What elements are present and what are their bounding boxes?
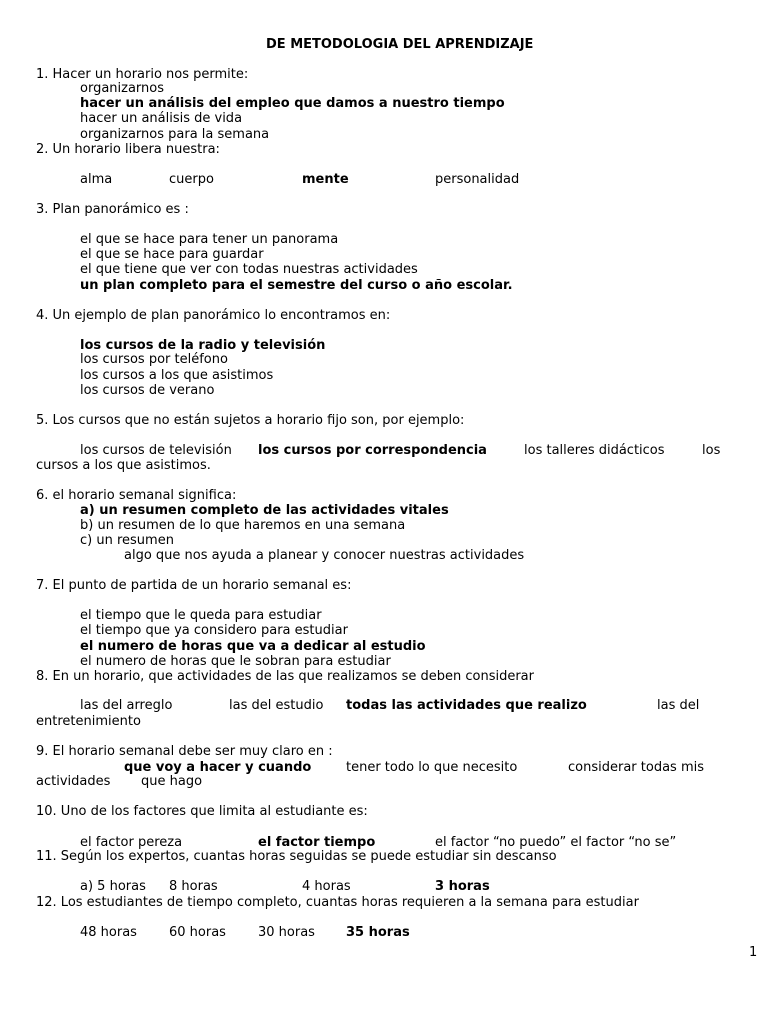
q6-option-a-answer: a) un resumen completo de las actividades vitales (80, 503, 449, 518)
q12-option-2: 60 horas (169, 925, 226, 940)
q2-option-3-answer: mente (302, 172, 349, 187)
q4-option-1-answer: los cursos de la radio y televisión (80, 338, 326, 353)
question-2: 2. Un horario libera nuestra: (36, 142, 220, 157)
question-1: 1. Hacer un horario nos permite: (36, 67, 249, 82)
q9-option-3: considerar todas mis (568, 760, 704, 775)
q6-option-b: b) un resumen de lo que haremos en una semana (80, 518, 406, 533)
q6-option-c-continued: algo que nos ayuda a planear y conocer nuestras actividades (124, 548, 525, 563)
q8-option-3-answer: todas las actividades que realizo (346, 698, 587, 713)
q10-option-2-answer: el factor tiempo (258, 835, 376, 850)
q7-option-4: el numero de horas que le sobran para estudiar (80, 654, 391, 669)
q9-option-2: tener todo lo que necesito (346, 760, 518, 775)
q1-option-2-answer: hacer un análisis del empleo que damos a nuestro tiempo (80, 96, 505, 111)
q1-option-1: organizarnos (80, 81, 165, 96)
q7-option-1: el tiempo que le queda para estudiar (80, 608, 322, 623)
q9-option-1-answer: que voy a hacer y cuando (124, 760, 312, 775)
question-10: 10. Uno de los factores que limita al estudiante es: (36, 804, 368, 819)
q3-option-3: el que tiene que ver con todas nuestras actividades (80, 262, 418, 277)
q6-option-c: c) un resumen (80, 533, 174, 548)
q9-option-3-wrap: actividades (36, 774, 111, 789)
q5-option-4: los (702, 443, 721, 458)
q8-option-4-wrap: entretenimiento (36, 714, 141, 729)
q11-option-4-answer: 3 horas (435, 879, 490, 894)
q8-option-2: las del estudio (229, 698, 324, 713)
q3-option-2: el que se hace para guardar (80, 247, 264, 262)
question-4: 4. Un ejemplo de plan panorámico lo encontramos en: (36, 308, 391, 323)
question-5: 5. Los cursos que no están sujetos a horario fijo son, por ejemplo: (36, 413, 465, 428)
q5-option-4-wrap: cursos a los que asistimos. (36, 458, 211, 473)
q2-option-4: personalidad (435, 172, 520, 187)
q1-option-4: organizarnos para la semana (80, 127, 270, 142)
page-number: 1 (749, 945, 758, 960)
q2-option-1: alma (80, 172, 113, 187)
question-9: 9. El horario semanal debe ser muy claro en : (36, 744, 333, 759)
q10-option-1: el factor pereza (80, 835, 183, 850)
q5-option-2-answer: los cursos por correspondencia (258, 443, 487, 458)
q12-option-1: 48 horas (80, 925, 137, 940)
question-3: 3. Plan panorámico es : (36, 202, 189, 217)
q11-option-2: 8 horas (169, 879, 218, 894)
q2-option-2: cuerpo (169, 172, 214, 187)
q4-option-4: los cursos de verano (80, 383, 215, 398)
q4-option-2: los cursos por teléfono (80, 352, 228, 367)
q7-option-2: el tiempo que ya considero para estudiar (80, 623, 348, 638)
q5-option-1: los cursos de televisión (80, 443, 232, 458)
q4-option-3: los cursos a los que asistimos (80, 368, 274, 383)
q11-option-1: a) 5 horas (80, 879, 146, 894)
q11-option-3: 4 horas (302, 879, 351, 894)
question-12: 12. Los estudiantes de tiempo completo, cuantas horas requieren a la semana para estudiar (36, 895, 639, 910)
question-6: 6. el horario semanal significa: (36, 488, 237, 503)
q3-option-1: el que se hace para tener un panorama (80, 232, 339, 247)
q10-option-3: el factor “no puedo” el factor “no se” (435, 835, 677, 850)
question-7: 7. El punto de partida de un horario semanal es: (36, 578, 352, 593)
q9-option-1-wrap: que hago (141, 774, 203, 789)
q12-option-4-answer: 35 horas (346, 925, 410, 940)
question-8: 8. En un horario, que actividades de las que realizamos se deben considerar (36, 669, 534, 684)
q8-option-1: las del arreglo (80, 698, 173, 713)
q5-option-3: los talleres didácticos (524, 443, 665, 458)
q7-option-3-answer: el numero de horas que va a dedicar al estudio (80, 639, 426, 654)
document-title: DE METODOLOGIA DEL APRENDIZAJE (266, 37, 534, 52)
question-11: 11. Según los expertos, cuantas horas seguidas se puede estudiar sin descanso (36, 849, 557, 864)
q12-option-3: 30 horas (258, 925, 315, 940)
q8-option-4: las del (657, 698, 700, 713)
q3-option-4-answer: un plan completo para el semestre del curso o año escolar. (80, 278, 513, 293)
q1-option-3: hacer un análisis de vida (80, 111, 243, 126)
